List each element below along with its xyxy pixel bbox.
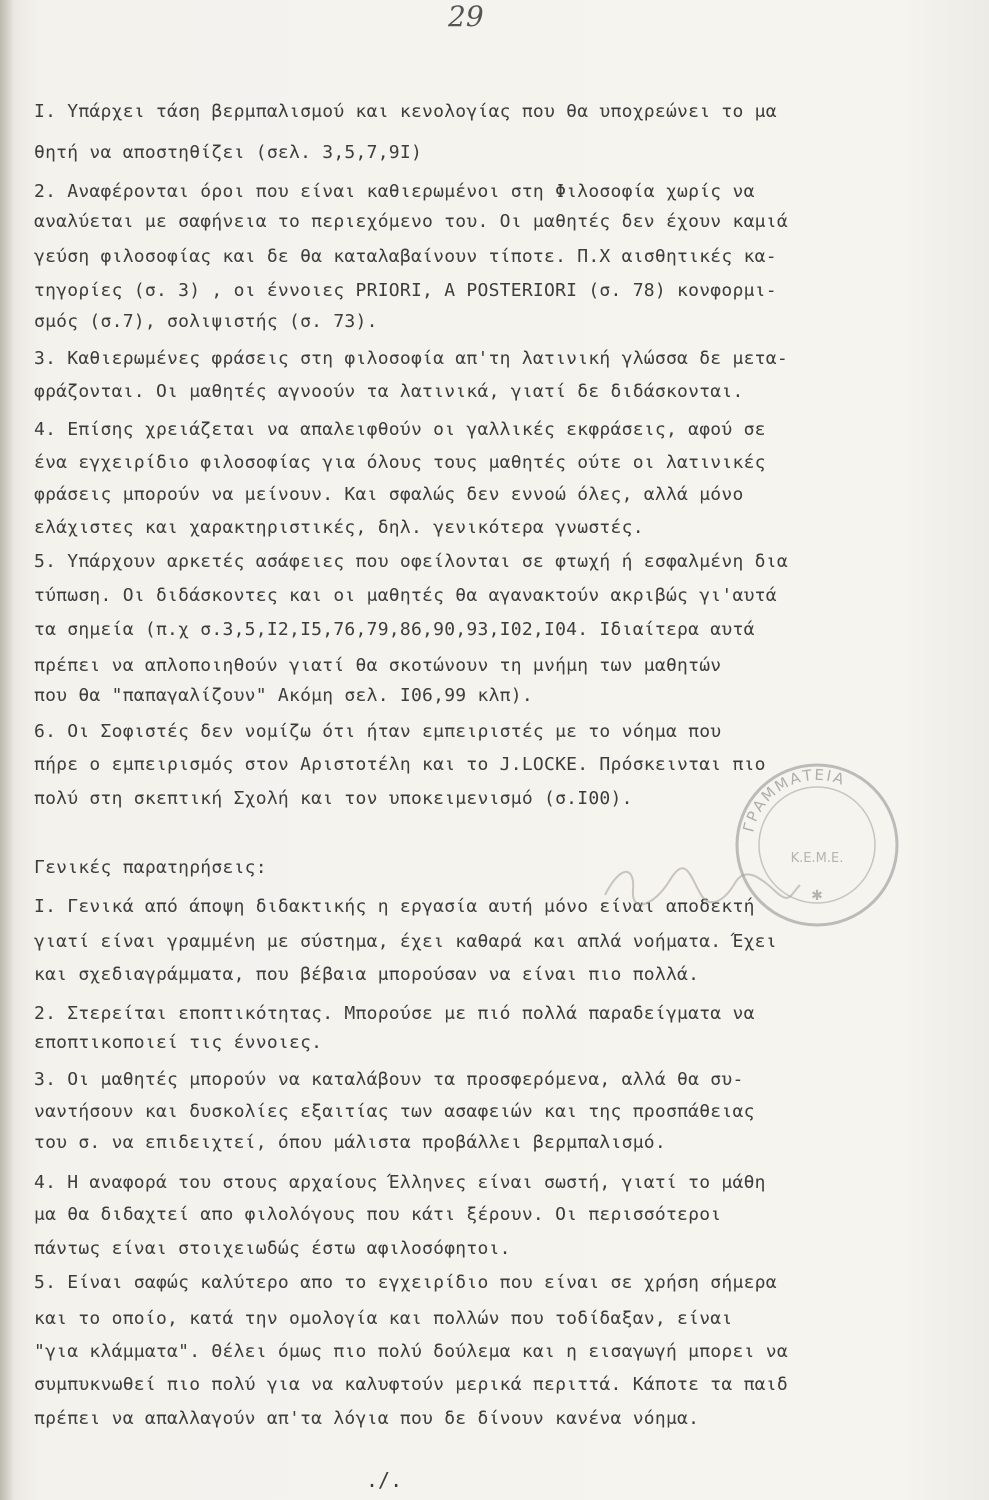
text-line: γιατί είναι γραμμένη με σύστημα, έχει καθαρά και απλά νοήματα. Έχει — [34, 931, 777, 952]
text-line: πήρε ο εμπειρισμός στον Αριστοτέλη και το J.LOCKE. Πρόσκεινται πιο — [34, 754, 766, 775]
text-line: σμός (σ.7), σολιψιστής (σ. 73). — [34, 311, 378, 332]
text-line: αναλύεται με σαφήνεια το περιεχόμενο του. Οι μαθητές δεν έχουν καμιά — [34, 211, 788, 232]
svg-text:✱: ✱ — [811, 888, 823, 904]
binding-shadow — [0, 0, 14, 1500]
text-line: τα σημεία (π.χ σ.3,5,I2,I5,76,79,86,90,93,I02,I04. Ιδιαίτερα αυτά — [34, 619, 755, 640]
text-line: του σ. να επιδειχτεί, όπου μάλιστα προβάλλει βερμπαλισμό. — [34, 1132, 666, 1153]
text-line: I. Γενικά από άποψη διδακτικής η εργασία αυτή μόνο είναι αποδεκτή — [34, 896, 755, 917]
text-line: 3. Οι μαθητές μπορούν να καταλάβουν τα προσφερόμενα, αλλά θα συ- — [34, 1069, 744, 1090]
text-line: ένα εγχειρίδιο φιλοσοφίας για όλους τους μαθητές ούτε οι λατινικές — [34, 452, 766, 473]
text-line: 5. Είναι σαφώς καλύτερο απο το εγχειρίδιο που είναι σε χρήση σήμερα — [34, 1272, 777, 1293]
text-line: 2. Αναφέρονται όροι που είναι καθιερωμένοι στη Φιλοσοφία χωρίς να — [34, 181, 755, 202]
text-line: εποπτικοποιεί τις έννοιες. — [34, 1032, 323, 1053]
text-line: συμπυκνωθεί πιο πολύ για να καλυφτούν μερικά περιττά. Κάποτε τα παιδ — [34, 1374, 788, 1395]
text-line: 5. Υπάρχουν αρκετές ασάφειες που οφείλονται σε φτωχή ή εσφαλμένη δια — [34, 551, 788, 572]
text-line: I. Υπάρχει τάση βερμπαλισμού και κενολογίας που θα υποχρεώνει το μα — [34, 101, 777, 122]
text-line: φράσεις μπορούν να μείνουν. Και σφαλώς δεν εννοώ όλες, αλλά μόνο — [34, 484, 744, 505]
text-line: θητή να αποστηθίζει (σελ. 3,5,7,9I) — [34, 142, 423, 163]
text-line: ελάχιστες και χαρακτηριστικές, δηλ. γενικότερα γνωστές. — [34, 517, 644, 538]
text-line: 4. Επίσης χρειάζεται να απαλειφθούν οι γαλλικές εκφράσεις, αφού σε — [34, 419, 766, 440]
text-line: 2. Στερείται εποπτικότητας. Μπορούσε με πιό πολλά παραδείγματα να — [34, 1003, 755, 1024]
svg-text:ΓΡΑΜΜΑΤΕΙΑ: ΓΡΑΜΜΑΤΕΙΑ — [739, 765, 849, 834]
text-line: πρέπει να απλοποιηθούν γιατί θα σκοτώνουν τη μνήμη των μαθητών — [34, 655, 722, 676]
text-line: τύπωση. Οι διδάσκοντες και οι μαθητές θα αγανακτούν ακριβώς γι'αυτά — [34, 585, 777, 606]
text-line: και το οποίο, κατά την ομολογία και πολλών που τοδίδαξαν, είναι — [34, 1308, 733, 1329]
signature — [595, 855, 805, 915]
end-mark: ./. — [366, 1468, 403, 1492]
text-line: "για κλάμματα". Θέλει όμως πιο πολύ δούλεμα και η εισαγωγή μπορει να — [34, 1341, 788, 1362]
section-heading: Γενικές παρατηρήσεις: — [34, 857, 267, 878]
text-line: πάντως είναι στοιχειωδώς έστω αφιλοσόφητοι. — [34, 1238, 511, 1259]
text-line: τηγορίες (σ. 3) , οι έννοιες PRIORI, A POSTERIORI (σ. 78) κονφορμι- — [34, 280, 777, 301]
text-line: που θα "παπαγαλίζουν" Ακόμη σελ. I06,99 κλπ). — [34, 685, 533, 706]
text-line: ναντήσουν και δυσκολίες εξαιτίας των ασαφειών και της προσπάθειας — [34, 1101, 755, 1122]
text-line: και σχεδιαγράμματα, που βέβαια μπορούσαν να είναι πιο πολλά. — [34, 964, 700, 985]
text-line: φράζονται. Οι μαθητές αγνοούν τα λατινικά, γιατί δε διδάσκονται. — [34, 381, 744, 402]
text-line: πολύ στη σκεπτική Σχολή και τον υποκειμενισμό (σ.I00). — [34, 788, 633, 809]
text-line: πρέπει να απαλλαγούν απ'τα λόγια που δε δίνουν κανένα νόημα. — [34, 1408, 700, 1429]
text-line: γεύση φιλοσοφίας και δε θα καταλαβαίνουν τίποτε. Π.Χ αισθητικές κα- — [34, 246, 777, 267]
text-line: μα θα διδαχτεί απο φιλολόγους που κάτι ξέρουν. Οι περισσότεροι — [34, 1204, 722, 1225]
text-line: 3. Καθιερωμένες φράσεις στη φιλοσοφία απ'τη λατινική γλώσσα δε μετα- — [34, 348, 788, 369]
svg-text:Κ.Ε.Μ.Ε.: Κ.Ε.Μ.Ε. — [790, 851, 844, 866]
page-number: 29 — [448, 0, 484, 33]
text-line: 6. Οι Σοφιστές δεν νομίζω ότι ήταν εμπειριστές με το νόημα που — [34, 721, 722, 742]
text-line: 4. Η αναφορά του στους αρχαίους Έλληνες είναι σωστή, γιατί το μάθη — [34, 1172, 766, 1193]
